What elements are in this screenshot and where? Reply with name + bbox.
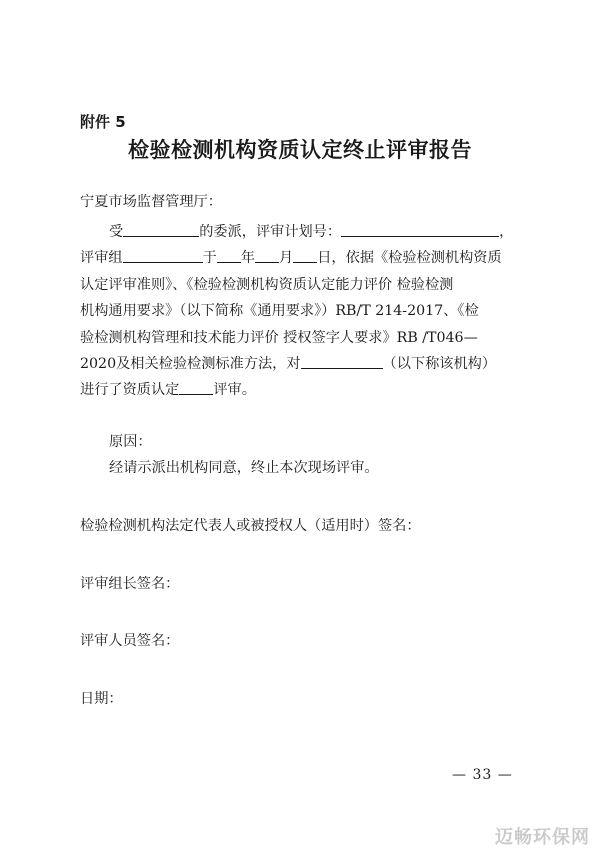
blank-day xyxy=(293,247,317,263)
paragraph-line-6 xyxy=(80,351,532,377)
paragraph-line-7 xyxy=(80,377,532,403)
blank-dispatching-org xyxy=(123,221,199,237)
text-fragment: 进行了资质认定 xyxy=(80,382,180,399)
text-fragment: 受 xyxy=(109,224,124,240)
paragraph-line-5: 验检测机构管理和技术能力评价 授权签字人要求》RB /T046— xyxy=(80,329,478,346)
signature-representative: 检验检测机构法定代表人或被授权人（适用时）签名： xyxy=(80,518,421,534)
main-paragraph xyxy=(80,219,532,404)
paragraph-line-4: 机构通用要求》（以下简称《通用要求》）RB/T 214-2017、《检 xyxy=(80,303,479,320)
blank-institution xyxy=(301,353,383,369)
blank-review-group xyxy=(123,247,203,263)
blank-review-type xyxy=(179,379,213,395)
paragraph-line-1 xyxy=(80,219,532,245)
text-fragment: 于 xyxy=(202,250,217,267)
blank-plan-number xyxy=(341,221,499,237)
attachment-label: 附件 5 xyxy=(80,113,126,131)
document-title: 检验检测机构资质认定终止评审报告 xyxy=(128,137,472,162)
text-fragment: 的委派，评审计划号： xyxy=(199,224,342,240)
text-fragment: ， xyxy=(499,224,514,240)
addressee: 宁夏市场监督管理厅： xyxy=(80,194,222,210)
text-fragment: 日，依据《检验检测机构资质 xyxy=(317,250,502,267)
text-fragment: 评审。 xyxy=(213,382,256,399)
text-fragment: （以下称该机构） xyxy=(382,355,497,372)
reason-label: 原因： xyxy=(109,434,152,450)
signature-reviewers: 评审人员签名： xyxy=(80,633,180,649)
text-fragment: 2020及相关检验检测标准方法，对 xyxy=(80,355,301,372)
text-fragment: 评审组 xyxy=(80,250,123,267)
termination-note: 经请示派出机构同意，终止本次现场评审。 xyxy=(109,460,379,476)
paragraph-line-2 xyxy=(80,245,532,271)
signature-group-leader: 评审组长签名： xyxy=(80,576,180,592)
text-fragment: 年 xyxy=(240,250,255,267)
text-fragment: 月 xyxy=(278,250,294,267)
watermark: 迈畅环保网 xyxy=(495,827,590,848)
blank-month xyxy=(255,247,279,263)
blank-year xyxy=(217,247,241,263)
page-number: — 33 — xyxy=(452,767,513,783)
signature-date: 日期： xyxy=(80,691,123,707)
paragraph-line-3: 认定评审准则》、《检验检测机构资质认定能力评价 检验检测 xyxy=(80,276,454,293)
